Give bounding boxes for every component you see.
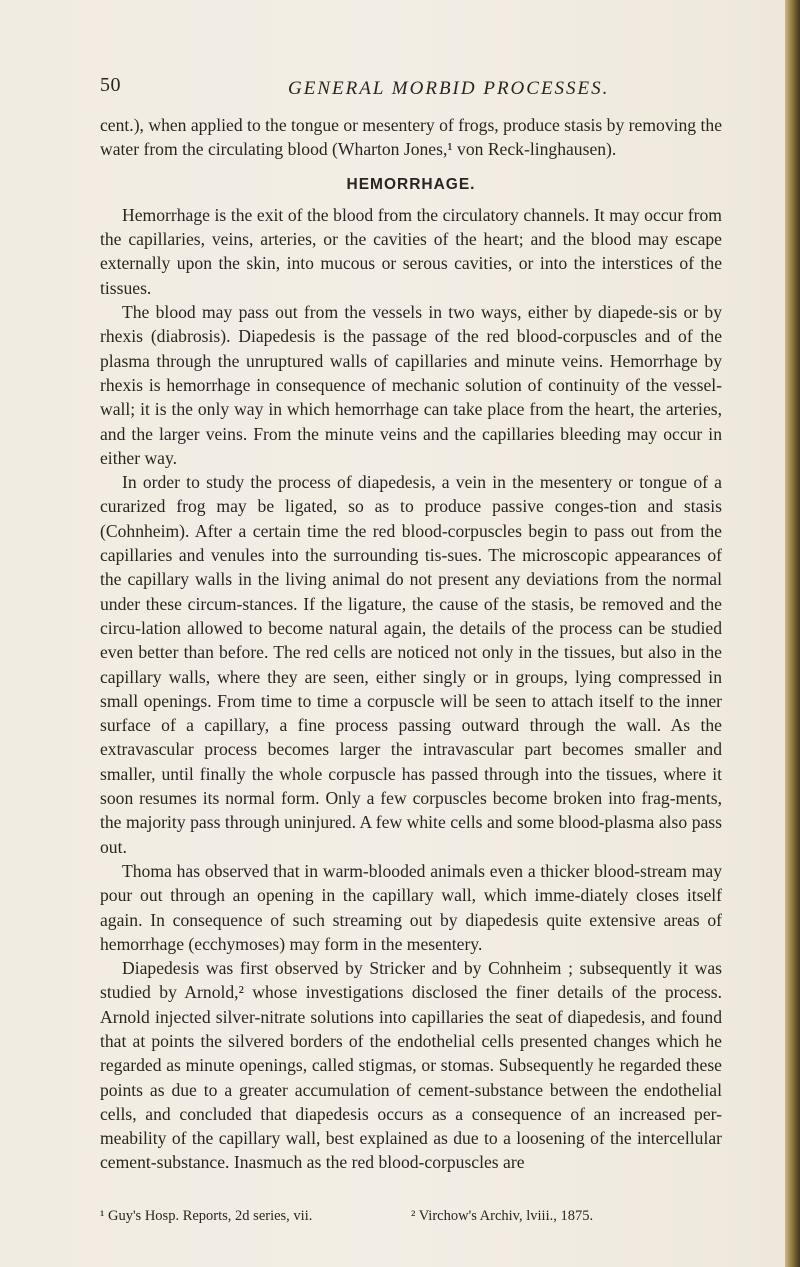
page-number: 50 — [100, 74, 121, 96]
running-title: GENERAL MORBID PROCESSES. — [288, 78, 610, 99]
footnotes — [100, 1208, 722, 1225]
paragraph: Hemorrhage is the exit of the blood from the circulatory channels. It may occur from the capillaries, veins, arteries, or the cavities of the heart; and the blood may escape externally upon the skin, into mucous or serous cavities, or into the interstices of the tissues. — [100, 204, 722, 298]
paragraph: In order to study the process of diapedesis, a vein in the mesentery or tongue of a curarized frog may be ligated, so as to produce passive conges-tion and stasis (Cohnheim). After a certain time the red blood-corpuscles begin to pass out from the capillaries and venules into the surrounding tis-sues. The microscopic appearances of the capillary walls in the living animal do not present any deviations from the normal under these circum-stances. If the ligature, the cause of the stasis, be removed and the circu-lation allowed to become natural again, the details of the process can be studied even better than before. The red cells are noticed not only in the tissues, but also in the capillary walls, where they are seen, either singly or in groups, lying compressed in small openings. From time to time a corpuscle will be seen to attach itself to the inner surface of a capillary, a fine process passing outward through the wall. As the extravascular process becomes larger the intravascular part becomes smaller and smaller, until finally the whole corpuscle has passed through into the tissues, where it soon resumes its normal form. Only a few corpuscles become broken into frag-ments, the majority pass through uninjured. A few white cells and some blood-plasma also pass out. — [100, 472, 722, 857]
footnote: ¹ Guy's Hosp. Reports, 2d series, vii. — [100, 1208, 313, 1224]
paragraph: cent.), when applied to the tongue or mesentery of frogs, produce stasis by removing the water from the circulating blood (Wharton Jones,¹ von Reck-linghausen). — [100, 115, 722, 160]
section-heading: HEMORRHAGE. — [346, 175, 476, 193]
book-edge — [785, 0, 800, 1267]
paragraph: The blood may pass out from the vessels in two ways, either by diapede-sis or by rhexis (diabrosis). Diapedesis is the passage of the red blood-corpuscles and of the plasma through the unruptured walls of capillaries and minute veins. Hemorrhage by rhexis is hemorrhage in consequence of mechanic solution of continuity of the vessel-wall; it is the only way in which hemorrhage can take place from the heart, the arteries, and the larger veins. From the minute veins and the capillaries bleeding may occur in either way. — [100, 302, 722, 468]
body-text — [100, 113, 722, 1175]
paragraph: Thoma has observed that in warm-blooded animals even a thicker blood-stream may pour out through an opening in the capillary wall, which imme-diately closes itself again. In consequence of such streaming out by diapedesis quite extensive areas of hemorrhage (ecchymoses) may form in the mesentery. — [100, 860, 722, 954]
paragraph: Diapedesis was first observed by Stricker and by Cohnheim ; subsequently it was studied by Arnold,² whose investigations disclosed the finer details of the process. Arnold injected silver-nitrate solutions into capillaries the seat of diapedesis, and found that at points the silvered borders of the endothelial cells presented changes which he regarded as minute openings, called stigmas, or stomas. Subsequently he regarded these points as due to a greater accumulation of cement-substance between the endothelial cells, and concluded that diapedesis occurs as a consequence of an increased per-meability of the capillary wall, best explained as due to a loosening of the intercellular cement-substance. Inasmuch as the red blood-corpuscles are — [100, 958, 722, 1173]
footnote: ² Virchow's Archiv, lviii., 1875. — [411, 1208, 594, 1224]
